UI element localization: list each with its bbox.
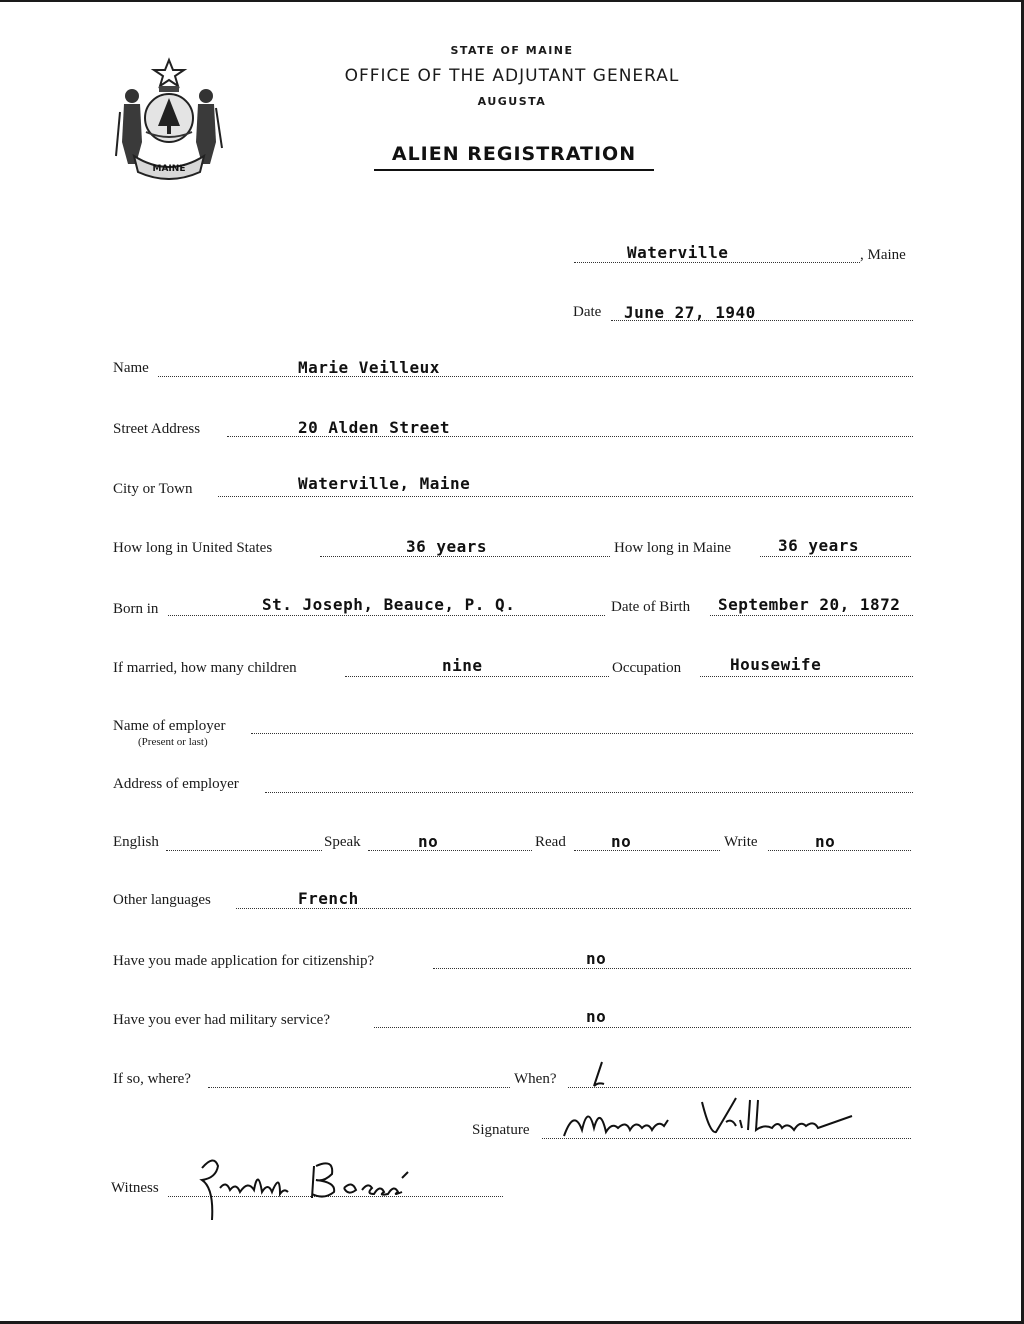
witness-label: Witness <box>111 1180 159 1196</box>
us-time-label: How long in United States <box>113 540 273 556</box>
us-time-line <box>320 556 610 557</box>
read-line <box>574 850 720 851</box>
other-languages-line <box>236 908 911 909</box>
employer-line <box>251 733 913 734</box>
children-label: If married, how many children <box>113 660 297 676</box>
occupation-value: Housewife <box>730 655 822 674</box>
town-line <box>574 262 860 263</box>
read-value: no <box>611 832 632 851</box>
write-label: Write <box>724 834 758 850</box>
date-value: June 27, 1940 <box>624 303 756 322</box>
english-line <box>166 850 322 851</box>
header-city: AUGUSTA <box>477 95 547 108</box>
birth-date-line <box>710 615 913 616</box>
maine-time-line <box>760 556 911 557</box>
other-languages-label: Other languages <box>113 892 211 908</box>
write-line <box>768 850 911 851</box>
town-suffix: , Maine <box>860 247 906 263</box>
birth-date-label: Date of Birth <box>611 599 691 615</box>
occupation-line <box>700 676 913 677</box>
street-value: 20 Alden Street <box>298 418 450 437</box>
where-label: If so, where? <box>113 1071 191 1087</box>
born-in-label: Born in <box>113 601 159 617</box>
city-town-value: Waterville, Maine <box>298 474 471 493</box>
born-in-line <box>168 615 605 616</box>
when-line <box>568 1087 911 1088</box>
employer-label: Name of employer <box>113 718 226 734</box>
header-office: OFFICE OF THE ADJUTANT GENERAL <box>344 66 680 86</box>
citizenship-line <box>433 968 911 969</box>
employer-address-label: Address of employer <box>113 776 239 792</box>
children-line <box>345 676 609 677</box>
date-label: Date <box>573 304 602 320</box>
name-value: Marie Veilleux <box>298 358 440 377</box>
employer-address-line <box>265 792 913 793</box>
birth-date-value: September 20, 1872 <box>718 595 901 614</box>
citizenship-value: no <box>586 949 607 968</box>
read-label: Read <box>535 834 566 850</box>
write-value: no <box>815 832 836 851</box>
town-value: Waterville <box>627 243 729 262</box>
maine-time-value: 36 years <box>778 536 860 555</box>
where-line <box>208 1087 510 1088</box>
english-label: English <box>113 834 159 850</box>
other-languages-value: French <box>298 889 359 908</box>
when-label: When? <box>514 1071 557 1087</box>
city-town-line <box>218 496 913 497</box>
maine-time-label: How long in Maine <box>614 540 732 556</box>
children-value: nine <box>442 656 483 675</box>
header-state: STATE OF MAINE <box>450 44 574 57</box>
top-edge <box>0 0 1024 2</box>
name-label: Name <box>113 360 149 376</box>
speak-line <box>368 850 532 851</box>
signature-label: Signature <box>472 1122 530 1138</box>
born-in-value: St. Joseph, Beauce, P. Q. <box>262 595 516 614</box>
speak-value: no <box>418 832 439 851</box>
us-time-value: 36 years <box>406 537 488 556</box>
form-title: ALIEN REGISTRATION <box>374 143 654 171</box>
name-line <box>158 376 913 377</box>
street-label: Street Address <box>113 421 201 437</box>
city-town-label: City or Town <box>113 481 193 497</box>
signature-handwriting <box>560 1090 870 1150</box>
witness-handwriting <box>184 1148 434 1224</box>
employer-note: (Present or last) <box>138 736 208 748</box>
speak-label: Speak <box>324 834 361 850</box>
occupation-label: Occupation <box>612 660 682 676</box>
when-dash-mark <box>588 1060 618 1092</box>
military-value: no <box>586 1007 607 1026</box>
svg-text:MAINE: MAINE <box>152 164 186 174</box>
military-line <box>374 1027 911 1028</box>
military-label: Have you ever had military service? <box>113 1012 330 1028</box>
citizenship-label: Have you made application for citizenship? <box>113 953 375 969</box>
